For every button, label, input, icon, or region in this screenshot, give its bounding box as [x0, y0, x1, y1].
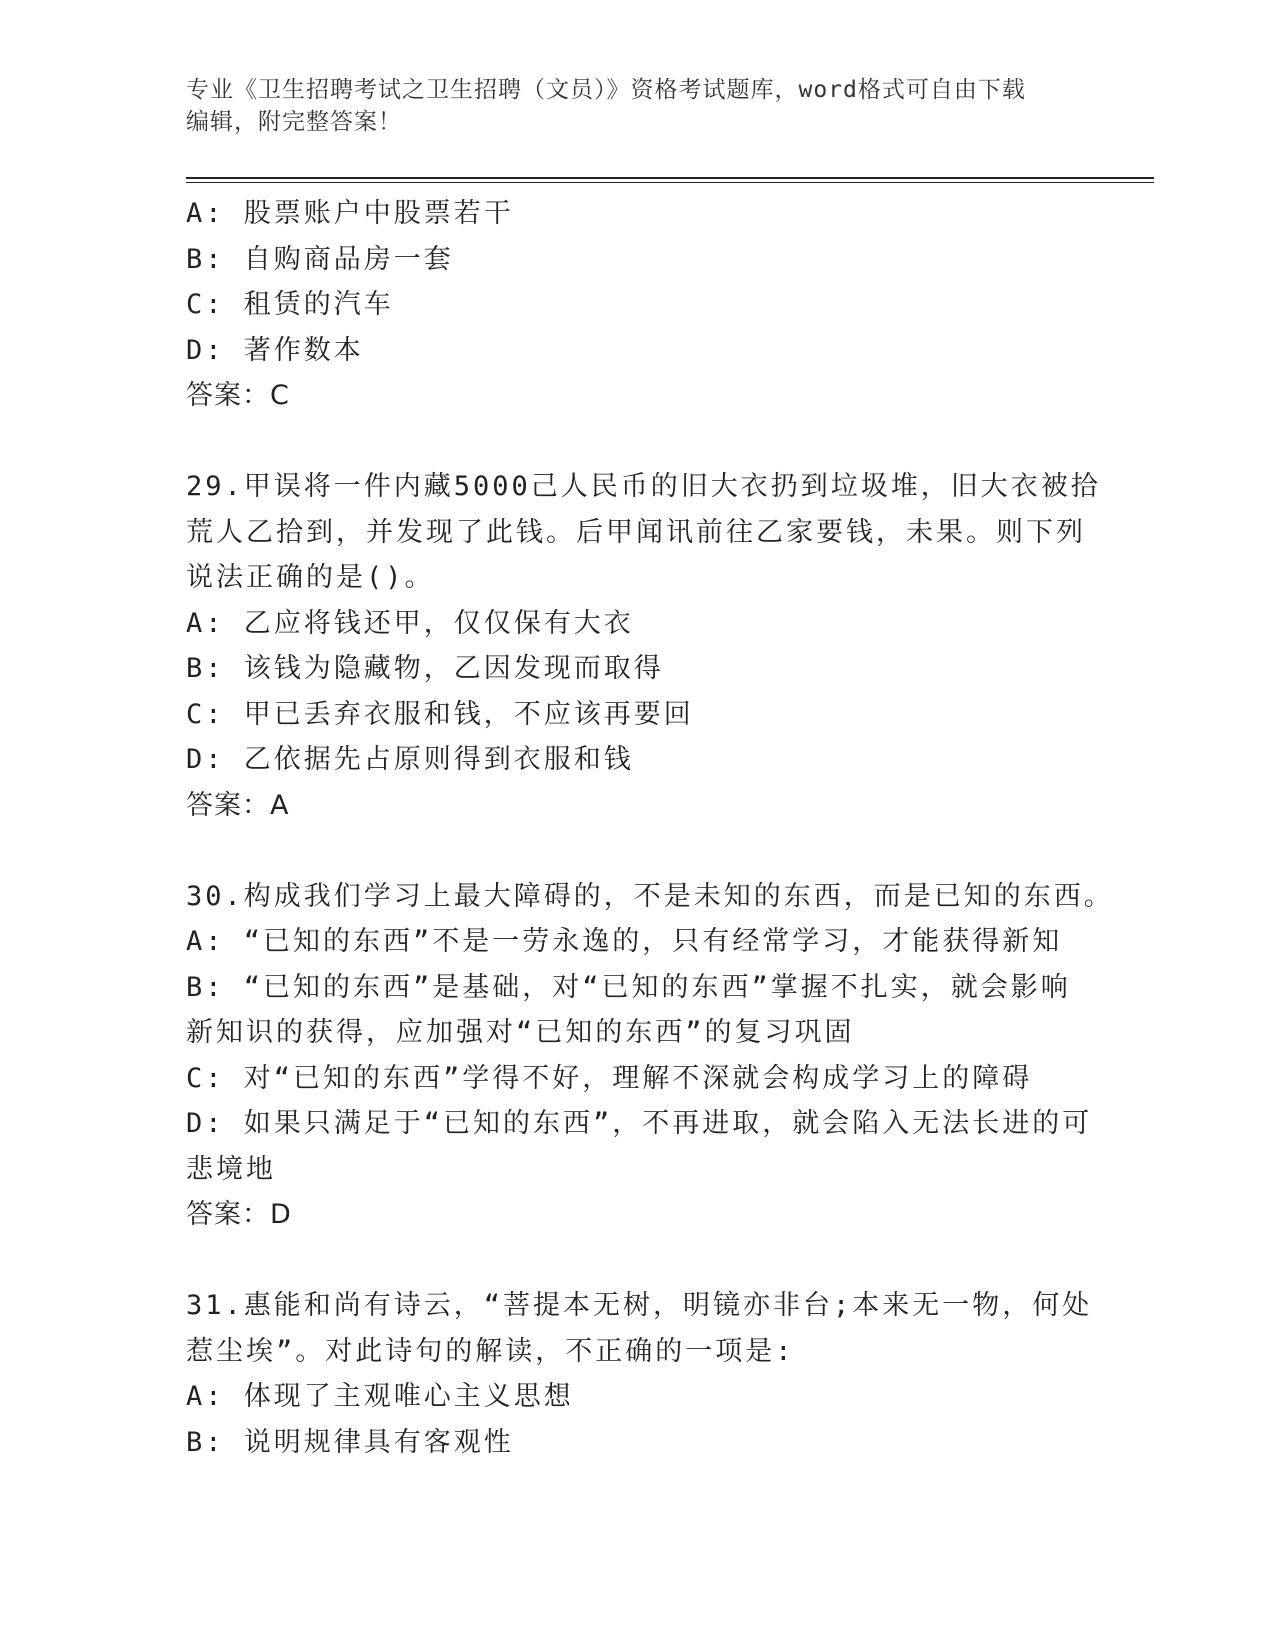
question-30-block [186, 874, 1114, 1238]
question-31-block [186, 1283, 1093, 1465]
question-31-option-a: A: 体现了主观唯心主义思想 [186, 1381, 574, 1412]
question-30-option-a: A: “已知的东西”不是一劳永逸的，只有经常学习，才能获得新知 [186, 926, 1063, 957]
question-29-stem-line-2: 荒人乙拾到，并发现了此钱。后甲闻讯前往乙家要钱，未果。则下列 [186, 516, 1086, 548]
question-30-option-b: B: “已知的东西”是基础，对“已知的东西”掌握不扎实，就会影响 [186, 971, 1071, 1003]
spacer [186, 1238, 1086, 1284]
question-29-option-b: B: 该钱为隐藏物，乙因发现而取得 [186, 653, 664, 684]
spacer [186, 828, 1086, 874]
question-29-option-c: C: 甲已丢弃衣服和钱，不应该再要回 [186, 698, 694, 730]
question-28-answer: 答案：C [186, 380, 290, 411]
header-line-2: 编辑，附完整答案！ [186, 109, 402, 135]
question-30-answer: 答案：D [186, 1199, 292, 1230]
question-30-option-b-continued: 新知识的获得，应加强对“已知的东西”的复习巩固 [186, 1017, 855, 1048]
question-30-option-d: D: 如果只满足于“已知的东西”，不再进取，就会陷入无法长进的可 [186, 1108, 1093, 1139]
question-29-option-d: D: 乙依据先占原则得到衣服和钱 [186, 744, 634, 775]
question-28-option-c: C: 租赁的汽车 [186, 289, 394, 320]
question-30-option-c: C: 对“已知的东西”学得不好，理解不深就会构成学习上的障碍 [186, 1062, 1033, 1094]
question-28-option-d: D: 著作数本 [186, 334, 364, 366]
question-31-stem-line-2: 惹尘埃”。对此诗句的解读，不正确的一项是: [186, 1335, 795, 1367]
question-31-stem-line-1: 31.惠能和尚有诗云，“菩提本无树，明镜亦非台;本来无一物，何处 [186, 1290, 1093, 1321]
question-29-answer: 答案：A [186, 789, 290, 821]
header-line-1: 专业《卫生招聘考试之卫生招聘（文员）》资格考试题库，word格式可自由下载 [186, 77, 1026, 103]
spacer [186, 419, 1086, 465]
question-29-stem-line-1: 29.甲误将一件内藏5000己人民币的旧大衣扔到垃圾堆，旧大衣被拾 [186, 471, 1101, 502]
header-divider-thin [186, 182, 1154, 183]
question-29-block [186, 464, 1101, 828]
question-29-stem-line-3: 说法正确的是()。 [186, 562, 435, 593]
question-28-block [186, 191, 1086, 419]
header-divider-thick [186, 177, 1154, 179]
document-header [186, 74, 1086, 138]
question-30-stem: 30.构成我们学习上最大障碍的，不是未知的东西，而是已知的东西。 [186, 880, 1114, 912]
question-30-option-d-continued: 悲境地 [186, 1153, 276, 1185]
question-28-option-b: B: 自购商品房一套 [186, 243, 454, 275]
question-list [186, 191, 1114, 1465]
question-29-option-a: A: 乙应将钱还甲，仅仅保有大衣 [186, 607, 634, 639]
question-31-option-b: B: 说明规律具有客观性 [186, 1426, 514, 1458]
question-28-option-a: A: 股票账户中股票若干 [186, 198, 514, 229]
